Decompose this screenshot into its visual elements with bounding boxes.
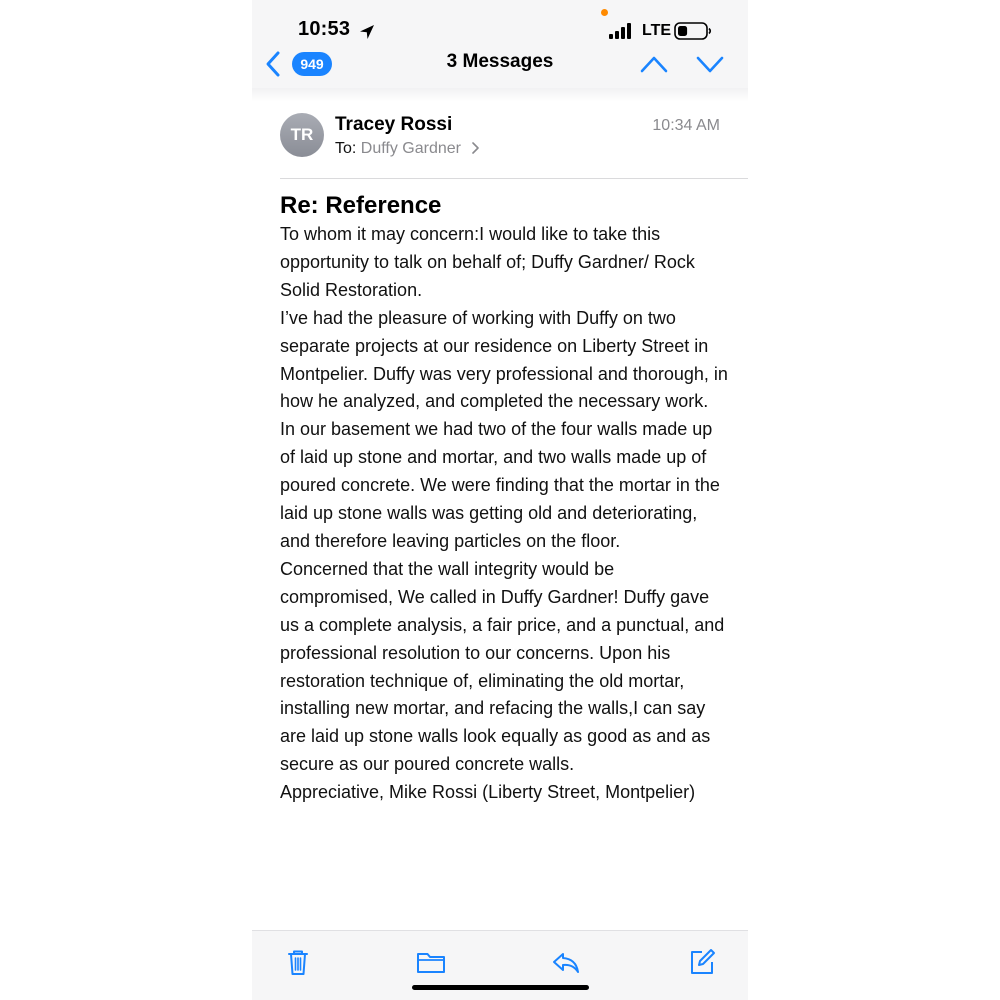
compose-icon[interactable]: [687, 947, 717, 977]
chevron-right-icon[interactable]: [471, 142, 480, 154]
header-divider: [280, 178, 748, 179]
avatar[interactable]: TR: [280, 113, 324, 157]
body-paragraph: I’ve had the pleasure of working with Duffy on two separate projects at our residence on Liberty Street in Montpelier. Duffy was very professional and thorough, in how he analyzed, and completed the necessary work. In our basement we had two of the four walls made up of laid up stone and mortar, and two walls made up of poured concrete. We were finding that the mortar in the laid up stone walls was getting old and deteriorating, and therefore leaving particles on the floor.: [280, 307, 728, 551]
reply-icon[interactable]: [551, 947, 581, 977]
trash-icon[interactable]: [283, 947, 313, 977]
body-paragraph: Concerned that the wall integrity would be compromised, We called in Duffy Gardner! Duffy gave us a complete analysis, a fair price, and a punctual, and professional resolution to our concerns. Upon his restoration technique of, eliminating the old mortar, installing new mortar, and refacing the walls,I can say are laid up stone walls look equally as good as and as secure as our poured concrete walls.: [280, 558, 725, 775]
message-time: 10:34 AM: [652, 117, 720, 134]
signal-icon: [609, 23, 635, 39]
top-bar: [252, 0, 748, 88]
battery-icon: [674, 22, 712, 40]
status-time: 10:53: [298, 18, 351, 40]
unread-count-badge[interactable]: 949: [292, 52, 332, 76]
chevron-down-icon[interactable]: [696, 53, 724, 75]
message-body: [280, 221, 728, 807]
recipient-line[interactable]: [335, 140, 480, 158]
nav-title: 3 Messages: [446, 51, 554, 72]
location-arrow-icon: [358, 23, 376, 41]
network-type: LTE: [642, 22, 672, 39]
mail-app-screen: [252, 0, 748, 1000]
privacy-indicator-dot: [601, 9, 608, 16]
body-paragraph: Appreciative, Mike Rossi (Liberty Street, Montpelier): [280, 782, 696, 803]
folder-icon[interactable]: [416, 947, 446, 977]
message-card-edge: [252, 88, 748, 102]
chevron-up-icon[interactable]: [640, 53, 668, 75]
to-label: To:: [335, 140, 357, 157]
recipient-name[interactable]: Duffy Gardner: [360, 140, 461, 157]
sender-name[interactable]: Tracey Rossi: [335, 114, 453, 135]
body-paragraph: To whom it may concern:I would like to take this opportunity to talk on behalf of; Duffy Gardner/ Rock Solid Restoration.: [280, 224, 695, 300]
home-indicator[interactable]: [412, 985, 589, 990]
message-subject: Re: Reference: [280, 192, 442, 219]
